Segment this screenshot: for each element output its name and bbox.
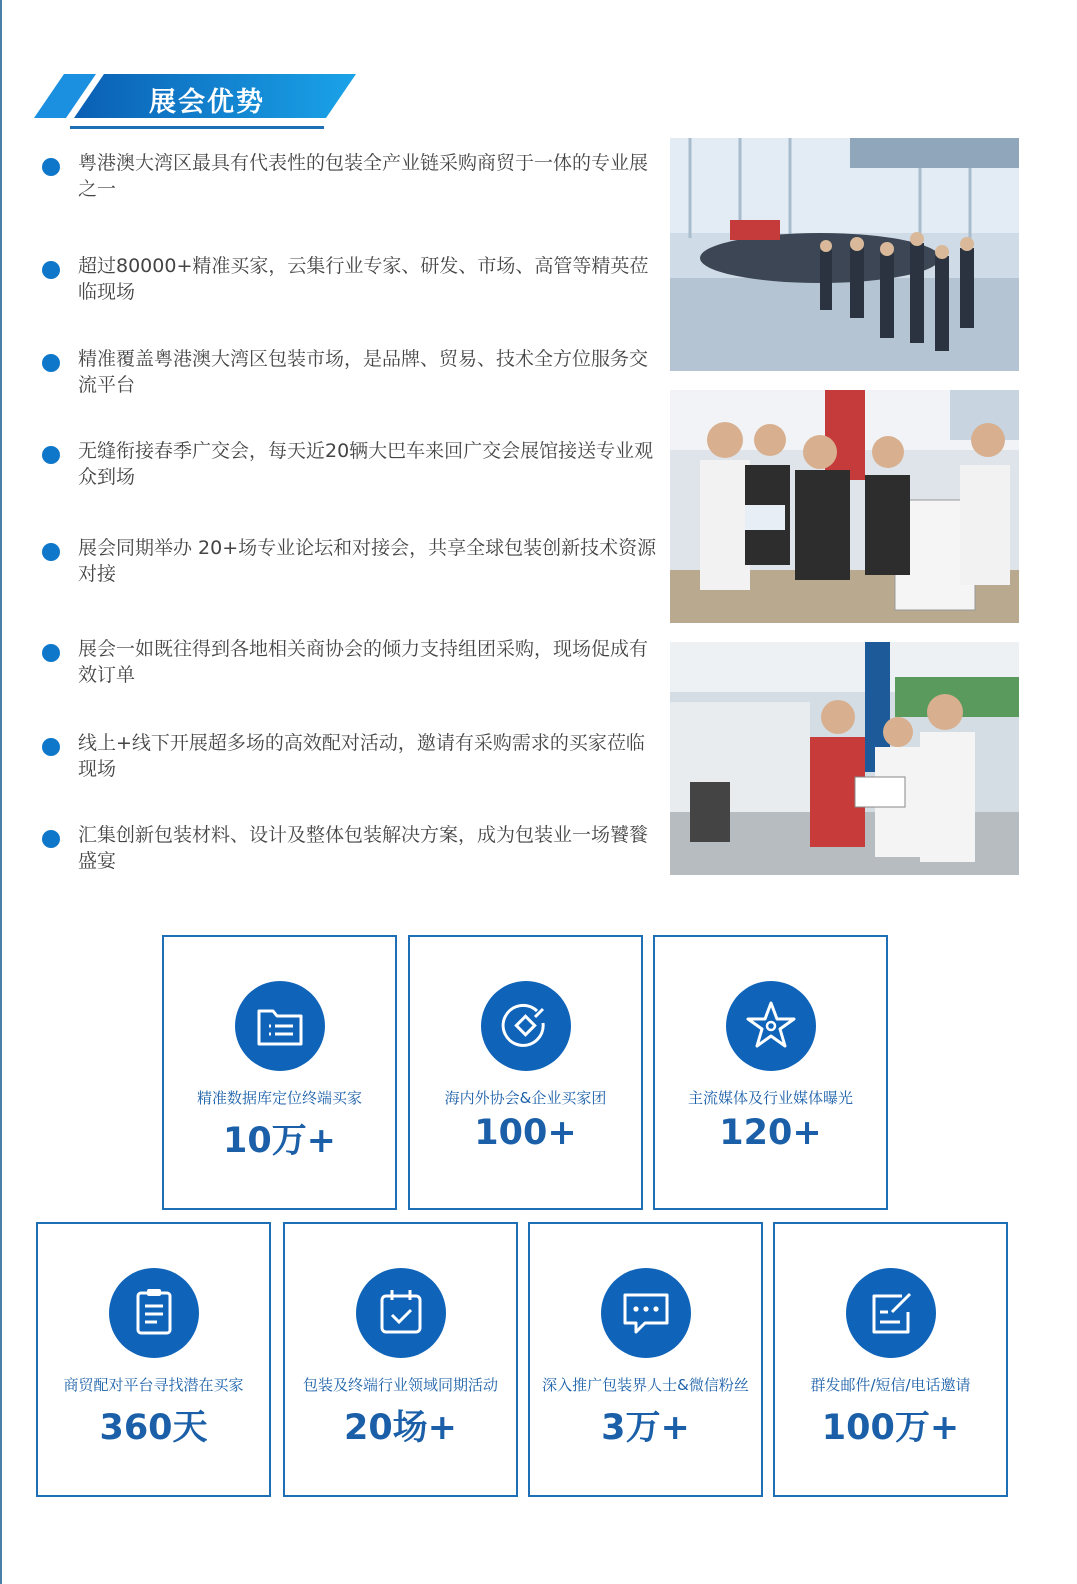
bullet-dot-icon xyxy=(42,830,60,848)
stat-label: 深入推广包装界人士&微信粉丝 xyxy=(542,1376,749,1394)
stat-value: 120+ xyxy=(719,1113,822,1153)
stat-card-promotion xyxy=(528,1222,763,1497)
stat-value: 100+ xyxy=(474,1113,577,1153)
bullet-dot-icon xyxy=(42,446,60,464)
stat-card-database xyxy=(162,935,397,1210)
list-item-text: 展会一如既往得到各地相关商协会的倾力支持组团采购，现场促成有效订单 xyxy=(78,638,649,686)
stat-card-events xyxy=(283,1222,518,1497)
stat-value: 3万+ xyxy=(601,1408,690,1448)
bullet-dot-icon xyxy=(42,261,60,279)
list-item-text: 超过80000+精准买家，云集行业专家、研发、市场、高管等精英莅临现场 xyxy=(78,255,649,303)
stat-card-media xyxy=(653,935,888,1210)
list-item-text: 线上+线下开展超多场的高效配对活动，邀请有采购需求的买家莅临现场 xyxy=(78,732,645,780)
stat-card-associations xyxy=(408,935,643,1210)
list-item-text: 展会同期举办 20+场专业论坛和对接会，共享全球包装创新技术资源对接 xyxy=(78,537,657,585)
bullet-dot-icon xyxy=(42,738,60,756)
calendar-check-icon xyxy=(356,1268,446,1358)
bullet-dot-icon xyxy=(42,354,60,372)
stat-label: 群发邮件/短信/电话邀请 xyxy=(810,1376,971,1394)
stat-label: 包装及终端行业领域同期活动 xyxy=(302,1376,498,1394)
bullet-dot-icon xyxy=(42,158,60,176)
bullet-dot-icon xyxy=(42,644,60,662)
clipboard-icon xyxy=(109,1268,199,1358)
stat-value: 100万+ xyxy=(821,1408,960,1448)
list-item-text: 汇集创新包装材料、设计及整体包装解决方案，成为包装业一场饕餮盛宴 xyxy=(78,824,649,872)
section-title: 展会优势 xyxy=(149,87,265,118)
list-item-text: 无缝衔接春季广交会，每天近20辆大巴车来回广交会展馆接送专业观众到场 xyxy=(78,440,654,488)
stat-value: 20场+ xyxy=(343,1408,458,1448)
booth-visitors-photo xyxy=(670,390,1019,623)
page-left-rule xyxy=(0,0,2,1584)
list-item-text: 精准覆盖粤港澳大湾区包装市场，是品牌、贸易、技术全方位服务交流平台 xyxy=(78,348,649,396)
stat-value: 10万+ xyxy=(222,1121,337,1161)
stat-value: 360天 xyxy=(99,1408,208,1448)
star-icon xyxy=(726,981,816,1071)
stat-label: 商贸配对平台寻找潜在买家 xyxy=(63,1376,244,1394)
booth-discussion-photo xyxy=(670,642,1019,875)
compass-icon xyxy=(481,981,571,1071)
stat-label: 精准数据库定位终端买家 xyxy=(196,1089,362,1107)
edit-note-icon xyxy=(846,1268,936,1358)
folder-list-icon xyxy=(235,981,325,1071)
bullet-dot-icon xyxy=(42,543,60,561)
stat-label: 主流媒体及行业媒体曝光 xyxy=(687,1089,853,1107)
section-header-banner xyxy=(34,74,364,132)
list-item-text: 粤港澳大湾区最具有代表性的包装全产业链采购商贸于一体的专业展之一 xyxy=(78,152,649,200)
chat-bubble-icon xyxy=(601,1268,691,1358)
stat-card-matching xyxy=(36,1222,271,1497)
exhibition-hall-photo xyxy=(670,138,1019,371)
stat-label: 海内外协会&企业买家团 xyxy=(444,1089,607,1107)
stat-card-invitations xyxy=(773,1222,1008,1497)
